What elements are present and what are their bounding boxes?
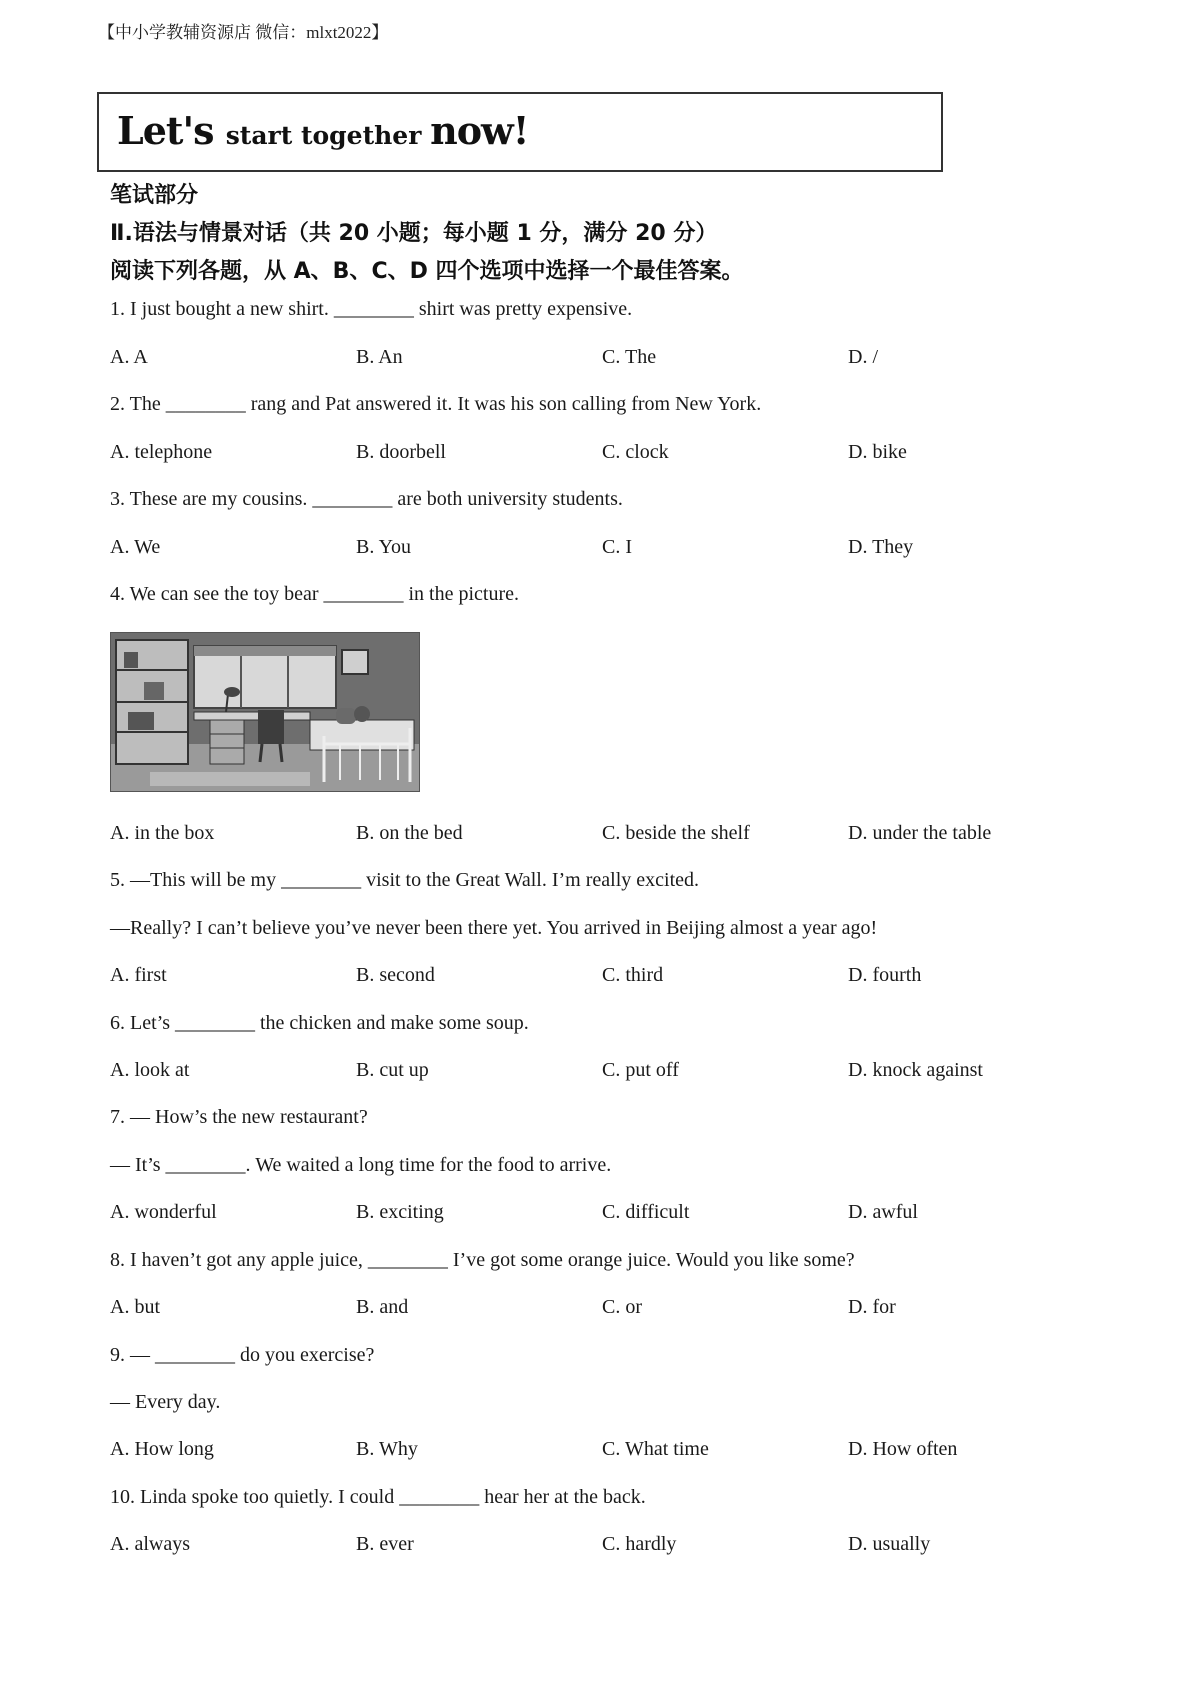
options-6: [110, 1059, 1110, 1087]
option-d: D. fourth: [848, 964, 922, 986]
question-10: 10. Linda spoke too quietly. I could ________ hear her at the back.: [110, 1486, 646, 1508]
option-d: D. usually: [848, 1533, 931, 1555]
options-9: [110, 1438, 1110, 1466]
option-c: C. The: [602, 346, 657, 368]
option-a: A. look at: [110, 1059, 190, 1081]
option-b: B. An: [356, 346, 403, 368]
question-9-reply: — Every day.: [110, 1391, 221, 1413]
option-d: D. knock against: [848, 1059, 983, 1081]
option-c: C. clock: [602, 441, 669, 463]
option-b: B. exciting: [356, 1201, 444, 1223]
question-5-reply: —Really? I can’t believe you’ve never been there yet. You arrived in Beijing almost a year ago!: [110, 917, 878, 939]
question-9: 9. — ________ do you exercise?: [110, 1344, 375, 1366]
option-a: A. first: [110, 964, 167, 986]
option-a: A. How long: [110, 1438, 214, 1460]
question-5: 5. —This will be my ________ visit to the Great Wall. I’m really excited.: [110, 869, 700, 891]
option-c: C. difficult: [602, 1201, 690, 1223]
option-d: D. How often: [848, 1438, 958, 1460]
option-d: D. awful: [848, 1201, 918, 1223]
section-title: 笔试部分: [110, 183, 199, 208]
section-heading: Ⅱ.语法与情景对话（共 20 小题；每小题 1 分，满分 20 分）: [110, 221, 718, 246]
options-1: [110, 346, 1110, 374]
banner-part-lets: Let's: [117, 108, 226, 153]
option-b: B. You: [356, 536, 412, 558]
options-5: [110, 964, 1110, 992]
option-d: D. /: [848, 346, 878, 368]
option-a: A. telephone: [110, 441, 213, 463]
option-c: C. third: [602, 964, 664, 986]
banner-part-middle: start together: [225, 121, 431, 150]
option-c: C. hardly: [602, 1533, 677, 1555]
banner-part-now: now!: [430, 108, 529, 153]
bedroom-picture: [110, 632, 420, 792]
options-4: [110, 822, 1110, 850]
question-1: 1. I just bought a new shirt. ________ shirt was pretty expensive.: [110, 298, 633, 320]
option-a: A. We: [110, 536, 161, 558]
question-3: 3. These are my cousins. ________ are both university students.: [110, 488, 623, 510]
option-b: B. Why: [356, 1438, 418, 1460]
option-b: B. on the bed: [356, 822, 463, 844]
option-c: C. beside the shelf: [602, 822, 750, 844]
option-c: C. or: [602, 1296, 642, 1318]
option-b: B. doorbell: [356, 441, 446, 463]
section-instruction: 阅读下列各题，从 A、B、C、D 四个选项中选择一个最佳答案。: [110, 259, 744, 284]
question-7-reply: — It’s ________. We waited a long time for the food to arrive.: [110, 1154, 612, 1176]
title-banner: [97, 92, 943, 172]
question-7: 7. — How’s the new restaurant?: [110, 1106, 368, 1128]
option-b: B. second: [356, 964, 435, 986]
question-2: 2. The ________ rang and Pat answered it. It was his son calling from New York.: [110, 393, 762, 415]
options-2: [110, 441, 1110, 469]
option-c: C. What time: [602, 1438, 709, 1460]
option-b: B. ever: [356, 1533, 414, 1555]
option-b: B. cut up: [356, 1059, 429, 1081]
option-d: D. under the table: [848, 822, 992, 844]
question-6: 6. Let’s ________ the chicken and make some soup.: [110, 1012, 529, 1034]
option-d: D. for: [848, 1296, 896, 1318]
header-tag: 【中小学教辅资源店 微信：mlxt2022】: [98, 23, 389, 42]
options-7: [110, 1201, 1110, 1229]
option-a: A. always: [110, 1533, 190, 1555]
option-a: A. A: [110, 346, 148, 368]
options-3: [110, 536, 1110, 564]
question-4: 4. We can see the toy bear ________ in the picture.: [110, 583, 520, 605]
banner-title: [117, 108, 528, 153]
option-c: C. I: [602, 536, 632, 558]
option-c: C. put off: [602, 1059, 679, 1081]
option-b: B. and: [356, 1296, 409, 1318]
option-d: D. bike: [848, 441, 907, 463]
options-8: [110, 1296, 1110, 1324]
option-a: A. but: [110, 1296, 160, 1318]
option-a: A. in the box: [110, 822, 215, 844]
question-8: 8. I haven’t got any apple juice, ________ I’ve got some orange juice. Would you like some?: [110, 1249, 855, 1271]
option-a: A. wonderful: [110, 1201, 217, 1223]
option-d: D. They: [848, 536, 914, 558]
options-10: [110, 1533, 1110, 1561]
